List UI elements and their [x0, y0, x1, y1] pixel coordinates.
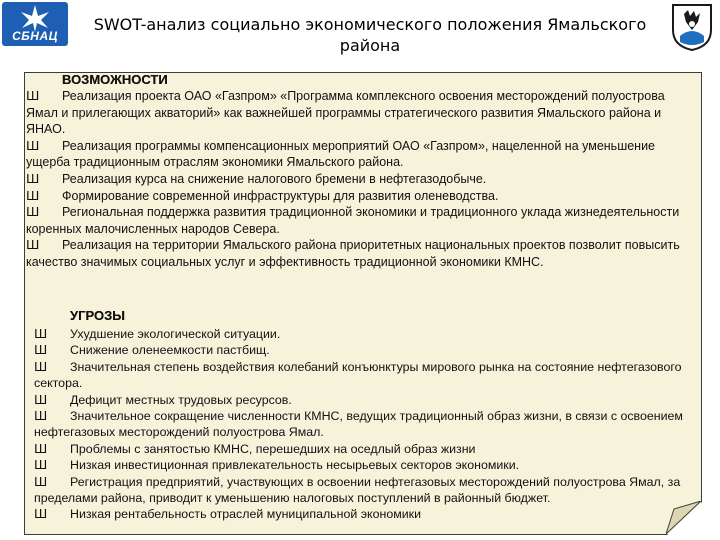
list-item: Ш Реализация проекта ОАО «Газпром» «Программа комплексного освоения месторождений полуострова Ямал и прилегающих акваторий» как важнейшей программы стратегического развития Ямальского района и ЯНАО.	[26, 88, 665, 137]
threats-heading: УГРОЗЫ	[70, 308, 125, 323]
bullet-icon: Ш	[26, 170, 40, 186]
list-item: Ш Формирование современной инфраструктуры для развития оленеводства.	[26, 187, 499, 203]
bullet-icon: Ш	[34, 408, 48, 424]
page-title	[80, 14, 660, 56]
list-item: Ш Низкая инвестиционная привлекательность несырьевых секторов экономики.	[34, 457, 520, 473]
bullet-icon: Ш	[34, 391, 48, 407]
logo-text: СБНАЦ	[12, 29, 58, 43]
bullet-icon: Ш	[34, 358, 48, 374]
list-item: Ш Низкая рентабельность отраслей муниципальной экономики	[34, 506, 422, 522]
coat-of-arms-icon	[670, 2, 714, 52]
bullet-icon: Ш	[26, 187, 40, 203]
logo	[2, 2, 68, 46]
bullet-icon: Ш	[34, 457, 48, 473]
title-line-2: района	[339, 36, 401, 55]
threats-section	[34, 308, 698, 523]
bullet-icon: Ш	[34, 326, 48, 341]
list-item: Ш Значительная степень воздействия колебаний конъюнктуры мирового рынка на состояние нефтегазового сектора.	[34, 358, 682, 391]
list-item: Ш Реализация курса на снижение налогового бремени в нефтегазодобыче.	[26, 170, 487, 186]
list-item: Ш Снижение оленеемкости пастбищ.	[34, 342, 270, 358]
list-item: Ш Дефицит местных трудовых ресурсов.	[34, 391, 292, 407]
list-item: Ш Значительное сокращение численности КМНС, ведущих традиционный образ жизни, в связи с освоением нефтегазовых месторождений полуострова Ямал.	[34, 408, 683, 440]
opportunities-heading: ВОЗМОЖНОСТИ	[62, 72, 168, 87]
list-item: Ш Регистрация предприятий, участвующих в освоении нефтегазовых месторождений полуострова Ямал, за пределами района, приводит к уменьшению налоговых поступлений в районный бюджет.	[34, 473, 681, 506]
bullet-icon: Ш	[26, 204, 40, 220]
list-item: Ш Ухудшение экологической ситуации.	[34, 326, 281, 341]
bullet-icon: Ш	[34, 440, 48, 456]
bullet-icon: Ш	[34, 473, 48, 489]
list-item: Ш Региональная поддержка развития традиционной экономики и традиционного уклада жизнедеятельности коренных малочисленных народов Севера.	[26, 204, 680, 236]
bullet-icon: Ш	[26, 137, 40, 153]
list-item: Ш Реализация на территории Ямальского района приоритетных национальных проектов позволит повысить качество значимых социальных услуг и эффективность традиционной экономики КМНС.	[26, 237, 680, 269]
bullet-icon: Ш	[34, 342, 48, 358]
bullet-icon: Ш	[26, 237, 40, 253]
opportunities-section	[26, 72, 694, 271]
list-item: Ш Реализация программы компенсационных мероприятий ОАО «Газпром», нацеленной на уменьшение ущерба традиционным отраслям экономики Ямальского района.	[26, 137, 656, 170]
list-item: Ш Проблемы с занятостью КМНС, перешедших на оседлый образ жизни	[34, 440, 476, 456]
title-line-1: SWOT-анализ социально экономического положения Ямальского	[93, 15, 647, 34]
bullet-icon: Ш	[34, 506, 48, 522]
bullet-icon: Ш	[26, 88, 40, 103]
